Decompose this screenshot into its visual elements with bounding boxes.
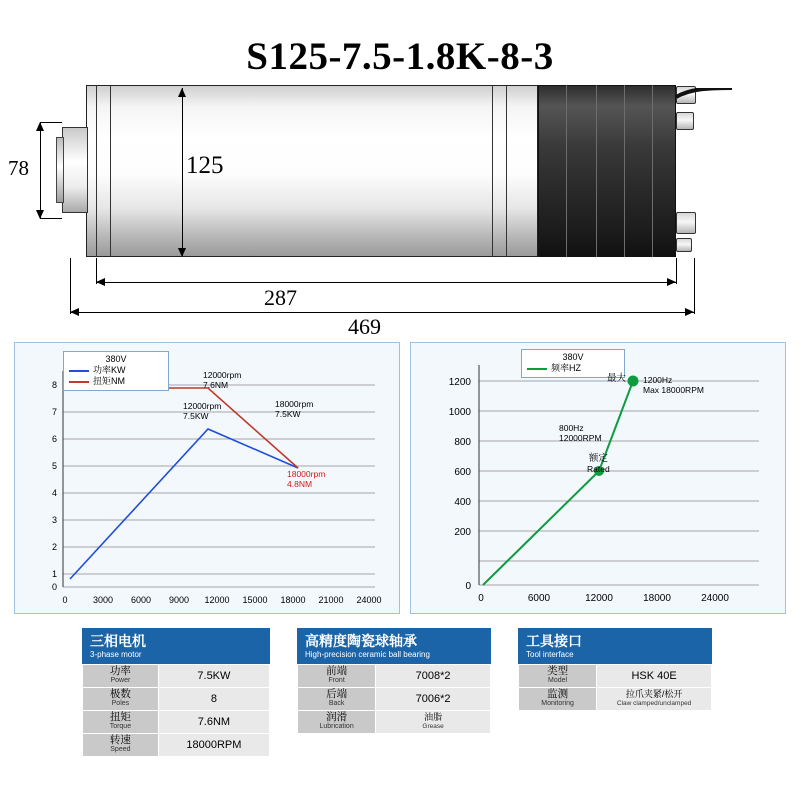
anno-12000-torque (203, 370, 241, 390)
row-value: 8 (158, 688, 269, 711)
frequency-plot (411, 343, 787, 615)
svg-text:1000: 1000 (448, 407, 471, 418)
row-value: 7.6NM (158, 711, 269, 734)
row-key (298, 665, 376, 688)
svg-text:0: 0 (51, 582, 57, 592)
anno-rated-hz: 800Hz (559, 423, 584, 433)
svg-text:0: 0 (465, 581, 471, 592)
dim-287-line (96, 282, 676, 283)
spec-tool-table (518, 664, 712, 711)
dim-287-ext-right (676, 258, 677, 284)
anno-12000-torque-line1: 12000rpm (203, 370, 242, 380)
legend-swatch-power (69, 370, 89, 372)
table-row (519, 665, 712, 688)
row-key (298, 688, 376, 711)
anno-rated-rpm: 12000RPM (559, 433, 602, 443)
dim-287-arrow-left (96, 278, 105, 286)
svg-text:18000: 18000 (280, 595, 306, 605)
rear-seam-4 (652, 85, 653, 257)
row-key (519, 688, 597, 711)
svg-text:600: 600 (454, 467, 471, 478)
table-row (83, 665, 270, 688)
dim-469-arrow-left (70, 308, 79, 316)
spec-motor-title-en: 3-phase motor (90, 650, 142, 659)
row-key-en: Back (328, 700, 345, 707)
table-row (298, 711, 491, 734)
rear-seam-1 (566, 85, 567, 257)
row-key (83, 688, 159, 711)
spec-bearing-header (297, 628, 491, 664)
row-key-en: Lubrication (319, 723, 354, 730)
dim-469-line (70, 312, 694, 313)
svg-text:800: 800 (454, 437, 471, 448)
svg-text:5: 5 (51, 461, 57, 471)
svg-text:0: 0 (62, 595, 68, 605)
dim-287-label: 287 (264, 285, 297, 310)
legend-item-torque (69, 376, 163, 387)
table-row (298, 665, 491, 688)
page-title: S125-7.5-1.8K-8-3 (246, 35, 554, 78)
anno-12000-power-line1: 12000rpm (183, 401, 222, 411)
rear-seam-3 (624, 85, 625, 257)
svg-text:24000: 24000 (356, 595, 382, 605)
legend-label-power: 功率KW (93, 365, 126, 375)
row-key-en: Torque (109, 723, 132, 730)
row-value: 7.5KW (158, 665, 269, 688)
dim-125-arrow-top (178, 88, 186, 97)
connector-lower (676, 212, 696, 234)
anno-rated-en: Rated (587, 464, 610, 474)
anno-rated-values (559, 423, 602, 443)
row-key-en: Front (328, 677, 345, 684)
body-seam-2 (110, 85, 111, 257)
spindle-nose (62, 127, 88, 213)
row-value: HSK 40E (597, 665, 712, 688)
body-seam-4 (506, 85, 507, 257)
spec-tool-title-cn: 工具接口 (526, 633, 582, 649)
table-row (298, 688, 491, 711)
row-key-en: Poles (111, 700, 130, 707)
connector-bottom (676, 238, 692, 252)
anno-rated-cn: 额定 (588, 453, 608, 464)
row-value: 7008*2 (376, 665, 491, 688)
row-key-cn: 前端 (326, 665, 348, 677)
spec-tool-title-en: Tool interface (526, 650, 574, 659)
row-key-en: Power (110, 677, 131, 684)
table-row (83, 688, 270, 711)
legend-label-torque: 扭矩NM (93, 376, 125, 386)
row-key-cn: 后端 (326, 688, 348, 700)
legend-title: 380V (105, 354, 127, 364)
spec-bearing (297, 628, 491, 734)
spec-motor-title-cn: 三相电机 (90, 633, 146, 649)
row-key-cn: 转速 (109, 734, 131, 746)
spec-motor (82, 628, 270, 757)
table-row (83, 734, 270, 757)
anno-12000-power-line2: 7.5KW (183, 411, 209, 421)
anno-18000-torque (287, 469, 325, 489)
anno-rated-state (587, 453, 610, 474)
anno-12000-power (183, 401, 221, 421)
anno-12000-torque-line2: 7.6NM (203, 380, 229, 390)
legend-item-frequency (527, 363, 619, 374)
anno-18000-torque-line1: 18000rpm (287, 469, 326, 479)
svg-text:200: 200 (454, 527, 471, 538)
row-value (376, 711, 491, 734)
rear-seam-2 (596, 85, 597, 257)
spec-tool-header (518, 628, 712, 664)
dim-78-ext-bottom (40, 218, 62, 219)
svg-text:7: 7 (51, 407, 57, 417)
anno-18000-power-line2: 7.5KW (275, 409, 301, 419)
svg-text:24000: 24000 (701, 593, 729, 604)
svg-text:8: 8 (51, 380, 57, 390)
row-key (298, 711, 376, 734)
dim-78-ext-top (40, 122, 62, 123)
dim-78-line (40, 122, 41, 218)
row-value-en: Claw clamped/unclamped (616, 700, 692, 707)
legend-title-right: 380V (562, 352, 584, 362)
spindle-body (86, 85, 538, 257)
dim-125-line (182, 88, 183, 256)
row-key (83, 665, 159, 688)
body-seam-1 (96, 85, 97, 257)
svg-text:1200: 1200 (448, 377, 471, 388)
table-row (83, 711, 270, 734)
svg-text:3: 3 (51, 515, 57, 525)
row-key-cn: 功率 (109, 665, 131, 677)
dim-125-arrow-bottom (178, 248, 186, 257)
dim-469-ext-left (70, 258, 71, 314)
frequency-chart (410, 342, 786, 614)
svg-text:12000: 12000 (204, 595, 230, 605)
svg-text:0: 0 (478, 593, 484, 604)
row-key (83, 734, 159, 757)
legend-label-frequency: 频率HZ (551, 363, 581, 373)
svg-text:1: 1 (51, 569, 57, 579)
svg-text:4: 4 (51, 488, 57, 498)
power-torque-chart (14, 342, 400, 614)
row-value-en: Grease (422, 723, 444, 730)
spindle-rear-housing (538, 85, 676, 257)
row-key (83, 711, 159, 734)
row-key (519, 665, 597, 688)
anno-18000-power (275, 399, 313, 419)
svg-text:3000: 3000 (92, 595, 114, 605)
svg-text:9000: 9000 (168, 595, 190, 605)
svg-text:6: 6 (51, 434, 57, 444)
row-value: 7006*2 (376, 688, 491, 711)
row-key-en: Speed (110, 746, 131, 753)
anno-18000-power-line1: 18000rpm (275, 399, 314, 409)
dim-469-ext-right (694, 258, 695, 314)
anno-max-values (643, 375, 704, 395)
connector-upper (676, 112, 694, 130)
dim-78-arrow-top (36, 122, 44, 131)
svg-text:12000: 12000 (585, 593, 613, 604)
svg-text:15000: 15000 (242, 595, 268, 605)
row-key-cn: 极数 (109, 688, 131, 700)
anno-18000-torque-line2: 4.8NM (287, 479, 313, 489)
svg-text:18000: 18000 (643, 593, 671, 604)
row-value (597, 688, 712, 711)
spindle-drawing (0, 80, 800, 339)
row-key-cn: 监测 (547, 688, 569, 700)
body-seam-3 (492, 85, 493, 257)
legend-item-power (69, 365, 163, 376)
row-key-en: Monitoring (541, 700, 574, 707)
dim-287-arrow-right (667, 278, 676, 286)
table-row (519, 688, 712, 711)
anno-max-hz: 1200Hz (643, 375, 673, 385)
row-key-cn: 类型 (547, 665, 569, 677)
dim-469-arrow-right (685, 308, 694, 316)
svg-text:6000: 6000 (527, 593, 551, 604)
spec-motor-table (82, 664, 270, 757)
power-cable (676, 88, 732, 102)
chart-left-legend (63, 351, 169, 391)
legend-swatch-torque (69, 381, 89, 383)
row-key-cn: 扭矩 (109, 711, 131, 723)
row-key-cn: 润滑 (326, 711, 348, 723)
spec-tool-interface (518, 628, 712, 711)
row-value-cn: 油脂 (424, 712, 443, 722)
spec-bearing-table (297, 664, 491, 734)
svg-text:21000: 21000 (318, 595, 344, 605)
svg-text:6000: 6000 (130, 595, 152, 605)
row-value-cn: 拉爪夹紧/松开 (625, 689, 683, 699)
svg-text:2: 2 (51, 542, 57, 552)
dim-125-label: 125 (186, 152, 224, 179)
row-key-en: Model (548, 677, 568, 684)
row-value: 18000RPM (158, 734, 269, 757)
svg-text:400: 400 (454, 497, 471, 508)
anno-max-cn: 最大 (607, 373, 627, 384)
dim-469-label: 469 (348, 314, 381, 339)
spec-bearing-title-en: High-precision ceramic ball bearing (305, 650, 430, 659)
spec-bearing-title-cn: 高精度陶瓷球轴承 (305, 633, 417, 649)
dim-78-label: 78 (8, 156, 29, 180)
anno-max-rpm: Max 18000RPM (643, 385, 704, 395)
spec-motor-header (82, 628, 270, 664)
spindle-nose-tip (56, 137, 64, 203)
legend-swatch-frequency (527, 368, 547, 370)
